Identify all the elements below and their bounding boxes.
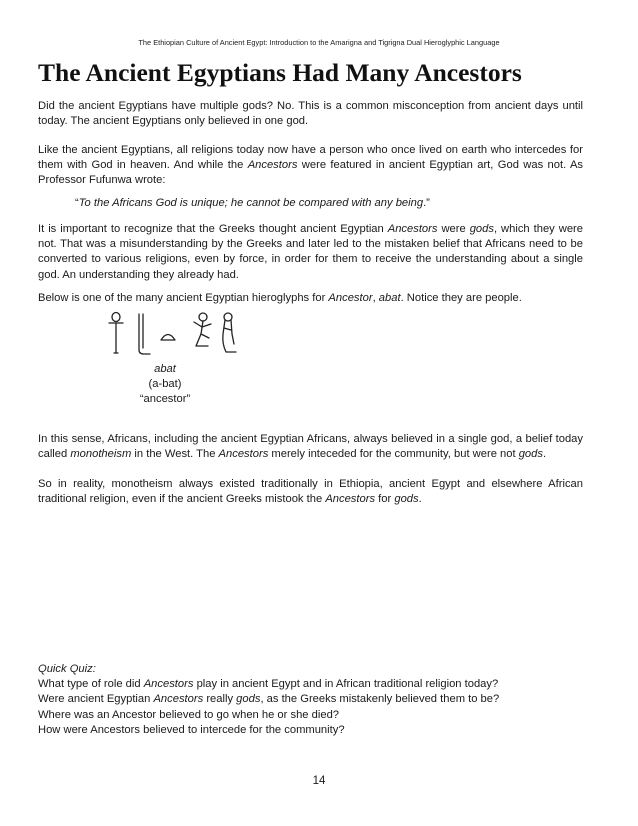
paragraph-greeks	[38, 222, 583, 283]
term-monotheism: monotheism	[70, 448, 132, 461]
leg-glyph-icon	[139, 314, 150, 354]
text-segment: in the West. The	[131, 448, 219, 461]
text-segment: , as the Greeks mistakenly believed them to be?	[260, 693, 500, 706]
term-gods: gods	[518, 448, 543, 461]
text-segment: What type of role did	[38, 678, 144, 691]
running-header: The Ethiopian Culture of Ancient Egypt: Introduction to the Amarigna and Tigrigna Dual Hieroglyphic Language	[138, 38, 500, 47]
term-ancestors: Ancestors	[153, 693, 204, 706]
caption-pronunciation: (a-bat)	[148, 378, 182, 390]
caption-word: abat	[154, 363, 176, 375]
text-segment: were	[437, 223, 470, 235]
text-segment: . Notice they are people.	[400, 292, 522, 304]
text-segment: Below is one of the many ancient Egyptian hieroglyphs for	[38, 292, 329, 304]
kneeling-man-glyph-icon	[194, 313, 211, 346]
term-gods: gods	[394, 493, 419, 506]
term-ancestors: Ancestors	[387, 223, 438, 235]
text-segment: Were ancient Egyptian	[38, 693, 154, 706]
page-title: The Ancient Egyptians Had Many Ancestors	[38, 58, 522, 87]
term-ancestors: Ancestors	[325, 493, 376, 506]
seated-woman-glyph-icon	[223, 313, 236, 352]
abat-hieroglyph	[105, 310, 245, 358]
text-segment: .	[418, 493, 422, 506]
text-segment: .	[542, 448, 547, 461]
paragraph-intro-text: Did the ancient Egyptians have multiple gods? No. This is a common misconception from ancient days until today. The ancient Egyptians only believed in one god.	[38, 100, 583, 128]
text-segment: Like the ancient Egyptians, all religions today now have a person who once lived on earth who intercedes for them with God in heaven. And while the	[38, 144, 583, 172]
term-gods: gods	[236, 693, 261, 706]
quote-mark-close: .”	[423, 197, 430, 209]
paragraph-hieroglyph-intro	[38, 291, 583, 306]
text-segment: It is important to recognize that the Greeks thought ancient Egyptian	[38, 223, 388, 235]
quick-quiz	[38, 662, 598, 738]
text-segment: merely inteceded for the community, but were not	[268, 448, 519, 461]
quiz-question-3: Where was an Ancestor believed to go when he or she died?	[38, 708, 340, 721]
paragraph-intercession	[38, 143, 583, 189]
quote-text: To the Africans God is unique; he cannot be compared with any being	[78, 197, 424, 209]
quiz-question-2	[38, 692, 598, 707]
term-ancestors: Ancestors	[247, 159, 298, 172]
quote-mark-open: “	[75, 197, 79, 209]
ankh-glyph-icon	[109, 313, 123, 354]
paragraph-intro	[38, 99, 583, 129]
page-number: 14	[312, 775, 326, 787]
bread-glyph-icon	[161, 335, 175, 341]
text-segment: were featured in ancient Egyptian art, God was not. As Professor Fufunwa wrote:	[38, 159, 583, 187]
text-segment: play in ancient Egypt and in African traditional religion today?	[193, 678, 499, 691]
quiz-question-1	[38, 677, 598, 692]
text-segment: ,	[372, 292, 379, 304]
text-segment: for	[375, 493, 395, 506]
paragraph-monotheism	[38, 432, 583, 462]
term-abat: abat	[378, 292, 401, 304]
term-ancestor: Ancestor	[328, 292, 373, 304]
quiz-title: Quick Quiz:	[38, 663, 96, 675]
caption-meaning: “ancestor”	[139, 393, 191, 405]
quiz-question-4: How were Ancestors believed to intercede for the community?	[38, 723, 345, 736]
hieroglyph-caption	[120, 362, 210, 407]
text-segment: So in reality, monotheism always existed traditionally in Ethiopia, ancient Egypt and elsewhere African traditional religion, even if the ancient Greeks mistook the	[38, 478, 583, 506]
term-gods: gods	[469, 223, 494, 235]
text-segment: really	[203, 693, 237, 706]
quotation	[75, 196, 585, 211]
term-ancestors: Ancestors	[218, 448, 269, 461]
paragraph-conclusion	[38, 477, 583, 507]
text-segment: In this sense, Africans, including the ancient Egyptian Africans, always believed in a single god, a belief today called	[38, 433, 583, 461]
text-segment: , which they were not. That was a misunderstanding by the Greeks and later led to the mistaken belief that Africans need to be converted to various religions, even by force, in order for them to receive the understanding about a single god. An understanding they already had.	[38, 223, 584, 281]
term-ancestors: Ancestors	[143, 678, 194, 691]
